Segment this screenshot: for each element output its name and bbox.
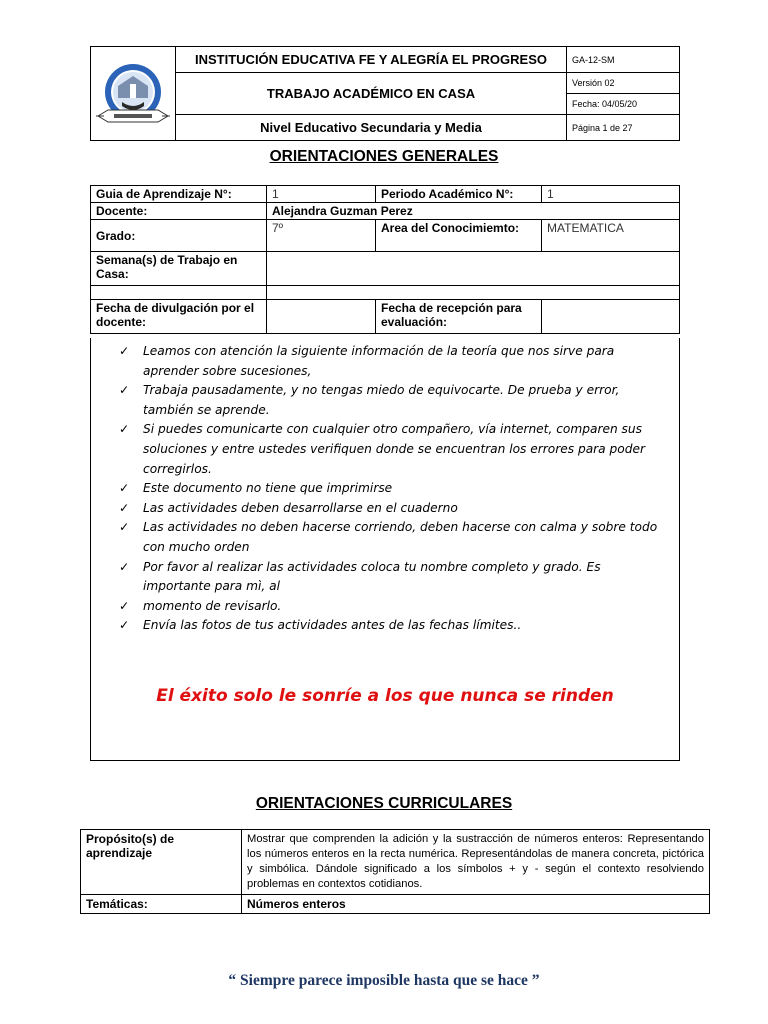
weeks-value — [267, 252, 680, 286]
checkmark-icon: ✓ — [119, 598, 130, 613]
doc-date: Fecha: 04/05/20 — [567, 94, 680, 115]
grade-value: 7º — [267, 220, 376, 252]
doc-page: Página 1 de 27 — [567, 115, 680, 141]
instruction-item: ✓ Las actividades no deben hacerse corriendo, deben hacerse con calma y sobre todo con mucho orden — [119, 520, 658, 554]
period-value: 1 — [542, 186, 680, 203]
curricular-section-title: ORIENTACIONES CURRICULARES — [255, 795, 513, 812]
checkmark-icon: ✓ — [119, 383, 130, 398]
guide-label: Guia de Aprendizaje N°: — [91, 186, 267, 203]
logo-cell — [91, 47, 176, 141]
topics-label: Temáticas: — [81, 895, 242, 914]
area-value: MATEMATICA — [542, 220, 680, 252]
curricular-table — [80, 829, 710, 914]
instruction-item: ✓ Leamos con atención la siguiente información de la teoría que nos sirve para aprender sobre sucesiones, — [119, 344, 615, 378]
doc-code: GA-12-SM — [567, 47, 680, 73]
publication-date-value — [267, 300, 376, 334]
checkmark-icon: ✓ — [119, 500, 130, 515]
document-header — [90, 46, 680, 141]
checkmark-icon: ✓ — [119, 520, 130, 535]
general-section-title: ORIENTACIONES GENERALES — [269, 148, 499, 165]
doc-version: Versión 02 — [567, 73, 680, 94]
footer-quote: “ Siempre parece imposible hasta que se hace ” — [228, 972, 540, 989]
school-logo — [94, 58, 172, 130]
general-info-table — [90, 185, 680, 334]
instructions-box — [90, 338, 680, 761]
checkmark-icon: ✓ — [119, 481, 130, 496]
teacher-label: Docente: — [91, 203, 267, 220]
instruction-item: ✓ Si puedes comunicarte con cualquier otro compañero, vía internet, comparen sus soluciones y entre ustedes verifiquen donde se encuentran los errores para poder corregirlos. — [119, 422, 645, 476]
teacher-value: Alejandra Guzman Perez — [267, 203, 680, 220]
guide-value: 1 — [267, 186, 376, 203]
doc-subtitle: TRABAJO ACADÉMICO EN CASA — [176, 73, 567, 115]
spacer-cell — [91, 286, 267, 300]
checkmark-icon: ✓ — [119, 422, 130, 437]
reception-date-value — [542, 300, 680, 334]
institution-name: INSTITUCIÓN EDUCATIVA FE Y ALEGRÍA EL PROGRESO — [176, 47, 567, 73]
instruction-item: ✓ Envía las fotos de tus actividades antes de las fechas límites.. — [119, 616, 669, 636]
purpose-value: Mostrar que comprenden la adición y la sustracción de números enteros: Representando los números enteros en la recta numérica. Representándolas de manera concreta, pictórica y simbólica. Dándole significado a los símbolos + y - según el contexto resolviendo problemas en contextos cotidianos. — [242, 830, 710, 895]
motivational-motto: El éxito solo le sonríe a los que nunca se rinden — [156, 686, 614, 706]
instruction-item: ✓ Trabaja pausadamente, y no tengas miedo de equivocarte. De prueba y error, también se aprende. — [119, 383, 620, 417]
topics-value: Números enteros — [242, 895, 710, 914]
weeks-label: Semana(s) de Trabajo en Casa: — [91, 252, 267, 286]
period-label: Periodo Académico N°: — [376, 186, 542, 203]
area-label: Area del Conocimiemto: — [376, 220, 542, 252]
instruction-item: ✓ Por favor al realizar las actividades coloca tu nombre completo y grado. Es importante para mì, al — [119, 559, 601, 594]
instruction-item: ✓ Este documento no tiene que imprimirse — [119, 479, 669, 499]
reception-date-label: Fecha de recepción para evaluación: — [376, 300, 542, 334]
instruction-item: ✓ Las actividades deben desarrollarse en el cuaderno — [119, 499, 669, 519]
education-level: Nivel Educativo Secundaria y Media — [176, 115, 567, 141]
spacer-cell — [267, 286, 680, 300]
instructions-list — [119, 342, 669, 636]
publication-date-label: Fecha de divulgación por el docente: — [91, 300, 267, 334]
purpose-label: Propósito(s) de aprendizaje — [81, 830, 242, 895]
checkmark-icon: ✓ — [119, 618, 130, 633]
instruction-item: ✓ momento de revisarlo. — [119, 597, 669, 617]
checkmark-icon: ✓ — [119, 344, 130, 358]
grade-label: Grado: — [91, 220, 267, 252]
checkmark-icon: ✓ — [119, 559, 130, 574]
